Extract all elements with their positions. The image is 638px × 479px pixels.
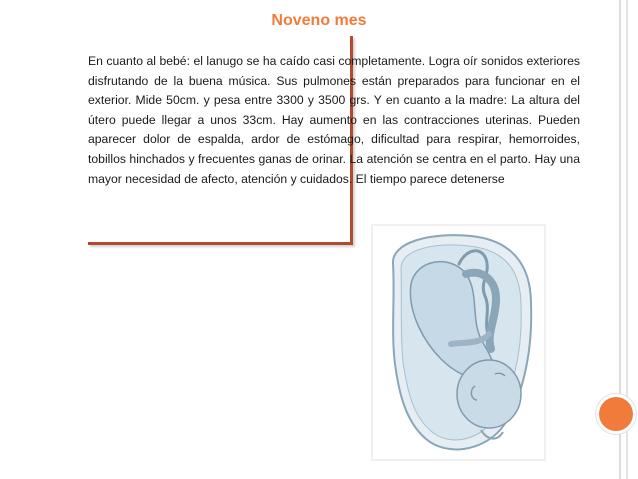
slide-body-text: En cuanto al bebé: el lanugo se ha caído casi completamente. Logra oír sonidos exteriores disfrutando de la buena música. Sus pulmones están preparados para funcionar en el exterior. Mide 50cm. y pesa entre 3300 y 3500 grs. Y en cuanto a la madre: La altura del útero puede llegar a unos 33cm. Hay aumento en las contracciones uterinas. Pueden aparecer dolor de espalda, ardor de estómago, dificultad para respirar, hemorroides, tobillos hinchados y frecuentes ganas de orinar. La atención se centra en el parto. Hay una mayor necesidad de afecto, atención y cuidados. El tiempo parece detenerse [88, 54, 580, 186]
corner-accent-circle [599, 397, 633, 431]
slide-title: Noveno mes [271, 12, 367, 29]
fetus-in-womb-illustration [371, 224, 546, 461]
fetus-head [457, 360, 521, 428]
